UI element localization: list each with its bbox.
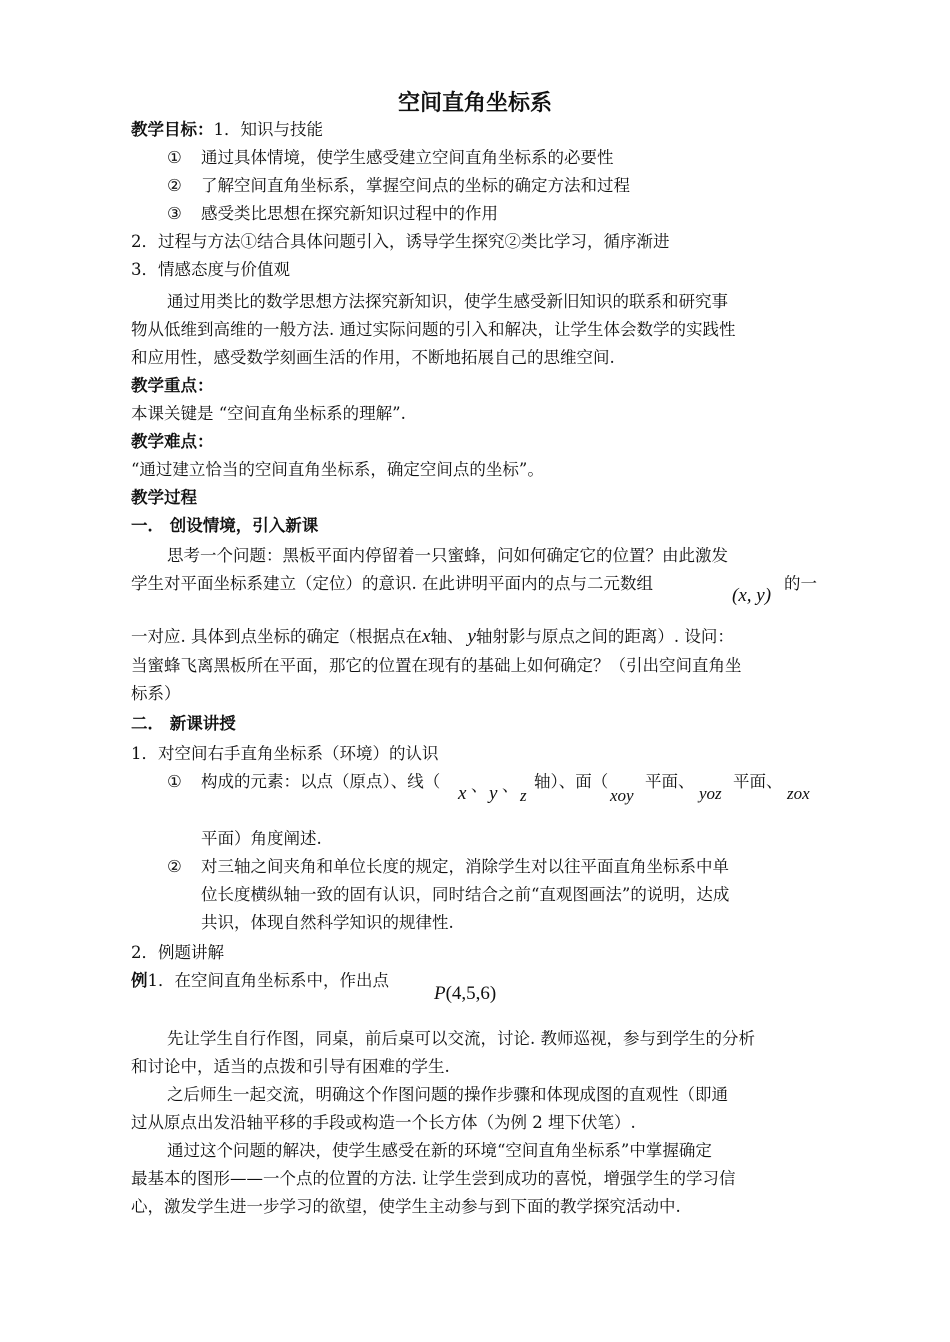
math-x: x bbox=[422, 626, 431, 647]
section-1-paragraph-line: 标系） bbox=[131, 684, 181, 703]
math-z: z bbox=[520, 786, 527, 805]
section-2-item-1b bbox=[167, 853, 729, 881]
goal-1-heading: 1．知识与技能 bbox=[213, 120, 323, 139]
text-segment: 学生对平面坐标系建立（定位）的意识. 在此讲明平面内的点与二元数组 bbox=[131, 574, 653, 593]
key-point-text: 本课关键是 “空间直角坐标系的理解”. bbox=[131, 404, 406, 423]
text-segment: 的一 bbox=[784, 574, 817, 593]
item-text: 了解空间直角坐标系，掌握空间点的坐标的确定方法和过程 bbox=[201, 176, 630, 195]
goal-3-paragraph-line: 通过用类比的数学思想方法探究新知识，使学生感受新旧知识的联系和研究事 bbox=[167, 292, 728, 311]
paragraph-line: 之后师生一起交流，明确这个作图问题的操作步骤和体现成图的直观性（即通 bbox=[167, 1085, 728, 1104]
goal-1-item-c bbox=[167, 200, 498, 228]
text-segment: 一对应. 具体到点坐标的确定（根据点在 bbox=[131, 627, 422, 646]
math-point-p bbox=[434, 980, 496, 1008]
example-text: 1．在空间直角坐标系中，作出点 bbox=[147, 971, 389, 990]
section-2-item-1a bbox=[167, 768, 441, 796]
goal-1-item-b bbox=[167, 172, 630, 200]
item-text: 对三轴之间夹角和单位长度的规定，消除学生对以往平面直角坐标系中单 bbox=[201, 857, 729, 876]
paragraph-line: 通过这个问题的解决，使学生感受在新的环境“空间直角坐标系”中掌握确定 bbox=[167, 1141, 712, 1160]
math-xoy: xoy bbox=[610, 786, 634, 805]
text-segment: 轴）、面（ bbox=[534, 772, 609, 791]
paragraph-line: 和讨论中，适当的点拨和引导有困难的学生. bbox=[131, 1057, 450, 1076]
difficulty-label: 教学难点： bbox=[131, 432, 214, 451]
text-segment: 轴、 bbox=[430, 627, 464, 646]
text-segment: 轴射影与原点之间的距离）. 设问： bbox=[475, 627, 734, 646]
section-1-paragraph-line bbox=[131, 570, 653, 598]
example-1-line bbox=[131, 967, 389, 995]
math-p-coords: (4,5,6) bbox=[445, 983, 497, 1004]
math-y: y bbox=[467, 626, 476, 647]
text-segment: 、 bbox=[471, 776, 488, 795]
document-title: 空间直角坐标系 bbox=[397, 91, 552, 116]
math-x: x bbox=[458, 783, 467, 804]
item-text: 感受类比思想在探究新知识过程中的作用 bbox=[201, 204, 498, 223]
section-2-item-1a-cont: 平面）角度阐述. bbox=[201, 829, 322, 848]
teaching-goals-label: 教学目标： bbox=[131, 120, 214, 139]
text-segment: 平面、 bbox=[733, 772, 783, 791]
text-segment: 平面、 bbox=[645, 772, 695, 791]
math-zox: zox bbox=[787, 784, 810, 803]
item-marker: ① bbox=[167, 148, 182, 167]
item-text: 位长度横纵轴一致的固有认识，同时结合之前“直观图画法”的说明，达成 bbox=[201, 885, 730, 904]
paragraph-line: 先让学生自行作图，同桌，前后桌可以交流，讨论. 教师巡视，参与到学生的分析 bbox=[167, 1029, 755, 1048]
paragraph-line: 心，激发学生进一步学习的欲望，使学生主动参与到下面的教学探究活动中. bbox=[131, 1197, 681, 1216]
section-1-paragraph-line: 思考一个问题：黑板平面内停留着一只蜜蜂，问如何确定它的位置？由此激发 bbox=[167, 546, 728, 565]
goal-1-item-a bbox=[167, 144, 614, 172]
item-marker: ② bbox=[167, 176, 182, 195]
paragraph-line: 最基本的图形——一个点的位置的方法. 让学生尝到成功的喜悦，增强学生的学习信 bbox=[131, 1169, 736, 1188]
paragraph-line: 过从原点出发沿轴平移的手段或构造一个长方体（为例 2 埋下伏笔）. bbox=[131, 1113, 636, 1132]
math-p-symbol: P bbox=[434, 983, 446, 1004]
item-marker: ③ bbox=[167, 204, 182, 223]
goal-2-line: 2．过程与方法①结合具体问题引入，诱导学生探究②类比学习，循序渐进 bbox=[131, 232, 670, 251]
section-1-paragraph-line: 当蜜蜂飞离黑板所在平面，那它的位置在现有的基础上如何确定？（引出空间直角坐 bbox=[131, 656, 742, 675]
example-label: 例 bbox=[131, 971, 148, 990]
text-segment: 构成的元素：以点（原点）、线（ bbox=[201, 772, 441, 791]
item-text: 通过具体情境，使学生感受建立空间直角坐标系的必要性 bbox=[201, 148, 614, 167]
item-marker: ② bbox=[167, 857, 182, 876]
section-1-heading: 一． 创设情境，引入新课 bbox=[131, 516, 319, 535]
text-segment: 、 bbox=[502, 776, 519, 795]
teaching-goals-line bbox=[131, 116, 323, 144]
process-label: 教学过程 bbox=[131, 488, 197, 507]
math-yoz: yoz bbox=[699, 784, 722, 803]
goal-3-paragraph-line: 和应用性，感受数学刻画生活的作用，不断地拓展自己的思维空间. bbox=[131, 348, 615, 367]
section-2-item-1: 1．对空间右手直角坐标系（环境）的认识 bbox=[131, 744, 439, 763]
item-text: 共识，体现自然科学知识的规律性. bbox=[201, 913, 454, 932]
item-marker: ① bbox=[167, 772, 182, 791]
difficulty-text: “通过建立恰当的空间直角坐标系，确定空间点的坐标”。 bbox=[131, 460, 544, 479]
goal-3-paragraph-line: 物从低维到高维的一般方法. 通过实际问题的引入和解决，让学生体会数学的实践性 bbox=[131, 320, 736, 339]
section-1-paragraph-line bbox=[131, 623, 734, 651]
goal-3-line: 3．情感态度与价值观 bbox=[131, 260, 290, 279]
math-xy-pair: (x, y) bbox=[732, 585, 772, 606]
section-2-item-2: 2．例题讲解 bbox=[131, 943, 224, 962]
section-2-heading: 二． 新课讲授 bbox=[131, 714, 236, 733]
math-y: y bbox=[489, 783, 498, 804]
key-point-label: 教学重点： bbox=[131, 376, 214, 395]
